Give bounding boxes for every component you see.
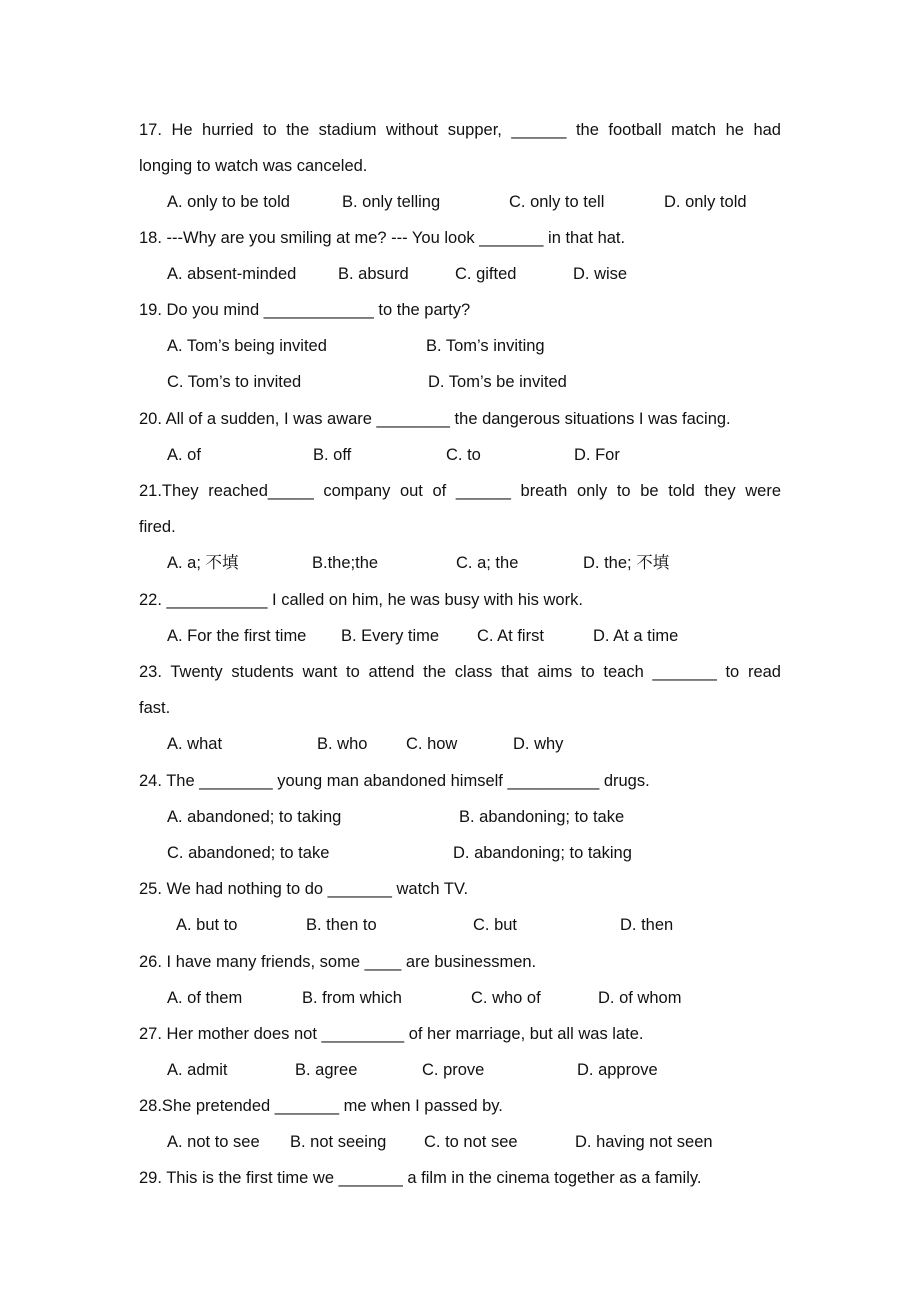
option-d: D. For bbox=[574, 446, 620, 464]
option-a: A. of bbox=[167, 446, 201, 464]
option-b: B. not seeing bbox=[290, 1133, 387, 1151]
option-d: D. having not seen bbox=[575, 1133, 713, 1151]
option-c: C. a; the bbox=[456, 554, 519, 572]
question-17-stem-cont: longing to watch was canceled. bbox=[139, 157, 368, 175]
option-a: A. not to see bbox=[167, 1133, 260, 1151]
question-21-options bbox=[139, 545, 781, 581]
option-d: D. why bbox=[513, 735, 564, 753]
option-a: A. only to be told bbox=[167, 193, 290, 211]
option-a: A. a; 不填 bbox=[167, 554, 239, 572]
option-d: D. only told bbox=[664, 193, 747, 211]
question-18-options bbox=[139, 256, 781, 292]
option-c: C. who of bbox=[471, 989, 541, 1007]
question-24-options-ab bbox=[139, 799, 781, 835]
question-22-stem: 22. ___________ I called on him, he was busy with his work. bbox=[139, 591, 583, 609]
question-29-stem: 29. This is the first time we _______ a film in the cinema together as a family. bbox=[139, 1169, 702, 1187]
option-c: C. abandoned; to take bbox=[167, 844, 330, 862]
option-b: B. from which bbox=[302, 989, 402, 1007]
option-c: C. to not see bbox=[424, 1133, 518, 1151]
question-22-options bbox=[139, 618, 781, 654]
option-b: B. Every time bbox=[341, 627, 440, 645]
question-20-stem: 20. All of a sudden, I was aware ________ the dangerous situations I was facing. bbox=[139, 410, 731, 428]
question-23-stem-cont: fast. bbox=[139, 699, 171, 717]
option-c: C. gifted bbox=[455, 265, 517, 283]
option-a: A. what bbox=[167, 735, 223, 753]
option-b: B. only telling bbox=[342, 193, 441, 211]
question-24-stem: 24. The ________ young man abandoned himself __________ drugs. bbox=[139, 772, 650, 790]
question-23-stem: 23. Twenty students want to attend the class that aims to teach _______ to read bbox=[139, 663, 781, 681]
option-b: B. who bbox=[317, 735, 368, 753]
option-a: A. abandoned; to taking bbox=[167, 808, 342, 826]
option-a: A. but to bbox=[176, 916, 238, 934]
option-c: C. to bbox=[446, 446, 481, 464]
option-c: C. At first bbox=[477, 627, 544, 645]
question-21-stem-cont: fired. bbox=[139, 518, 176, 536]
option-d: D. At a time bbox=[593, 627, 679, 645]
option-a: A. absent-minded bbox=[167, 265, 297, 283]
option-c: C. how bbox=[406, 735, 458, 753]
option-d: D. approve bbox=[577, 1061, 658, 1079]
option-d: D. abandoning; to taking bbox=[453, 844, 632, 862]
option-d: D. of whom bbox=[598, 989, 682, 1007]
question-28-options bbox=[139, 1124, 781, 1160]
question-19-stem: 19. Do you mind ____________ to the party? bbox=[139, 301, 471, 319]
question-19-options-ab bbox=[139, 328, 781, 364]
option-b: B. agree bbox=[295, 1061, 358, 1079]
option-b: B. off bbox=[313, 446, 352, 464]
option-b: B. absurd bbox=[338, 265, 409, 283]
option-d: D. then bbox=[620, 916, 674, 934]
option-a: A. For the first time bbox=[167, 627, 307, 645]
question-26-stem: 26. I have many friends, some ____ are businessmen. bbox=[139, 953, 537, 971]
option-b: B.the;the bbox=[312, 554, 379, 572]
question-27-options bbox=[139, 1052, 781, 1088]
option-d: D. Tom’s be invited bbox=[428, 373, 567, 391]
option-c: C. Tom’s to invited bbox=[167, 373, 302, 391]
option-c: C. prove bbox=[422, 1061, 485, 1079]
option-a: A. admit bbox=[167, 1061, 228, 1079]
option-a: A. of them bbox=[167, 989, 243, 1007]
question-19-options-cd bbox=[139, 364, 781, 400]
option-c: C. but bbox=[473, 916, 518, 934]
option-d: D. the; 不填 bbox=[583, 554, 670, 572]
question-21-stem: 21.They reached_____ company out of ______ breath only to be told they were bbox=[139, 482, 781, 500]
question-25-options bbox=[139, 907, 781, 943]
option-c: C. only to tell bbox=[509, 193, 605, 211]
question-20-options bbox=[139, 437, 781, 473]
option-a: A. Tom’s being invited bbox=[167, 337, 327, 355]
question-17-stem: 17. He hurried to the stadium without supper, ______ the football match he had bbox=[139, 121, 781, 139]
question-24-options-cd bbox=[139, 835, 781, 871]
question-17-options bbox=[139, 184, 781, 220]
option-b: B. abandoning; to take bbox=[459, 808, 625, 826]
option-b: B. Tom’s inviting bbox=[426, 337, 545, 355]
option-b: B. then to bbox=[306, 916, 377, 934]
question-28-stem: 28.She pretended _______ me when I passed by. bbox=[139, 1097, 503, 1115]
option-d: D. wise bbox=[573, 265, 628, 283]
question-18-stem: 18. ---Why are you smiling at me? --- You look _______ in that hat. bbox=[139, 229, 626, 247]
question-23-options bbox=[139, 726, 781, 762]
question-25-stem: 25. We had nothing to do _______ watch TV. bbox=[139, 880, 469, 898]
question-26-options bbox=[139, 980, 781, 1016]
question-27-stem: 27. Her mother does not _________ of her marriage, but all was late. bbox=[139, 1025, 644, 1043]
